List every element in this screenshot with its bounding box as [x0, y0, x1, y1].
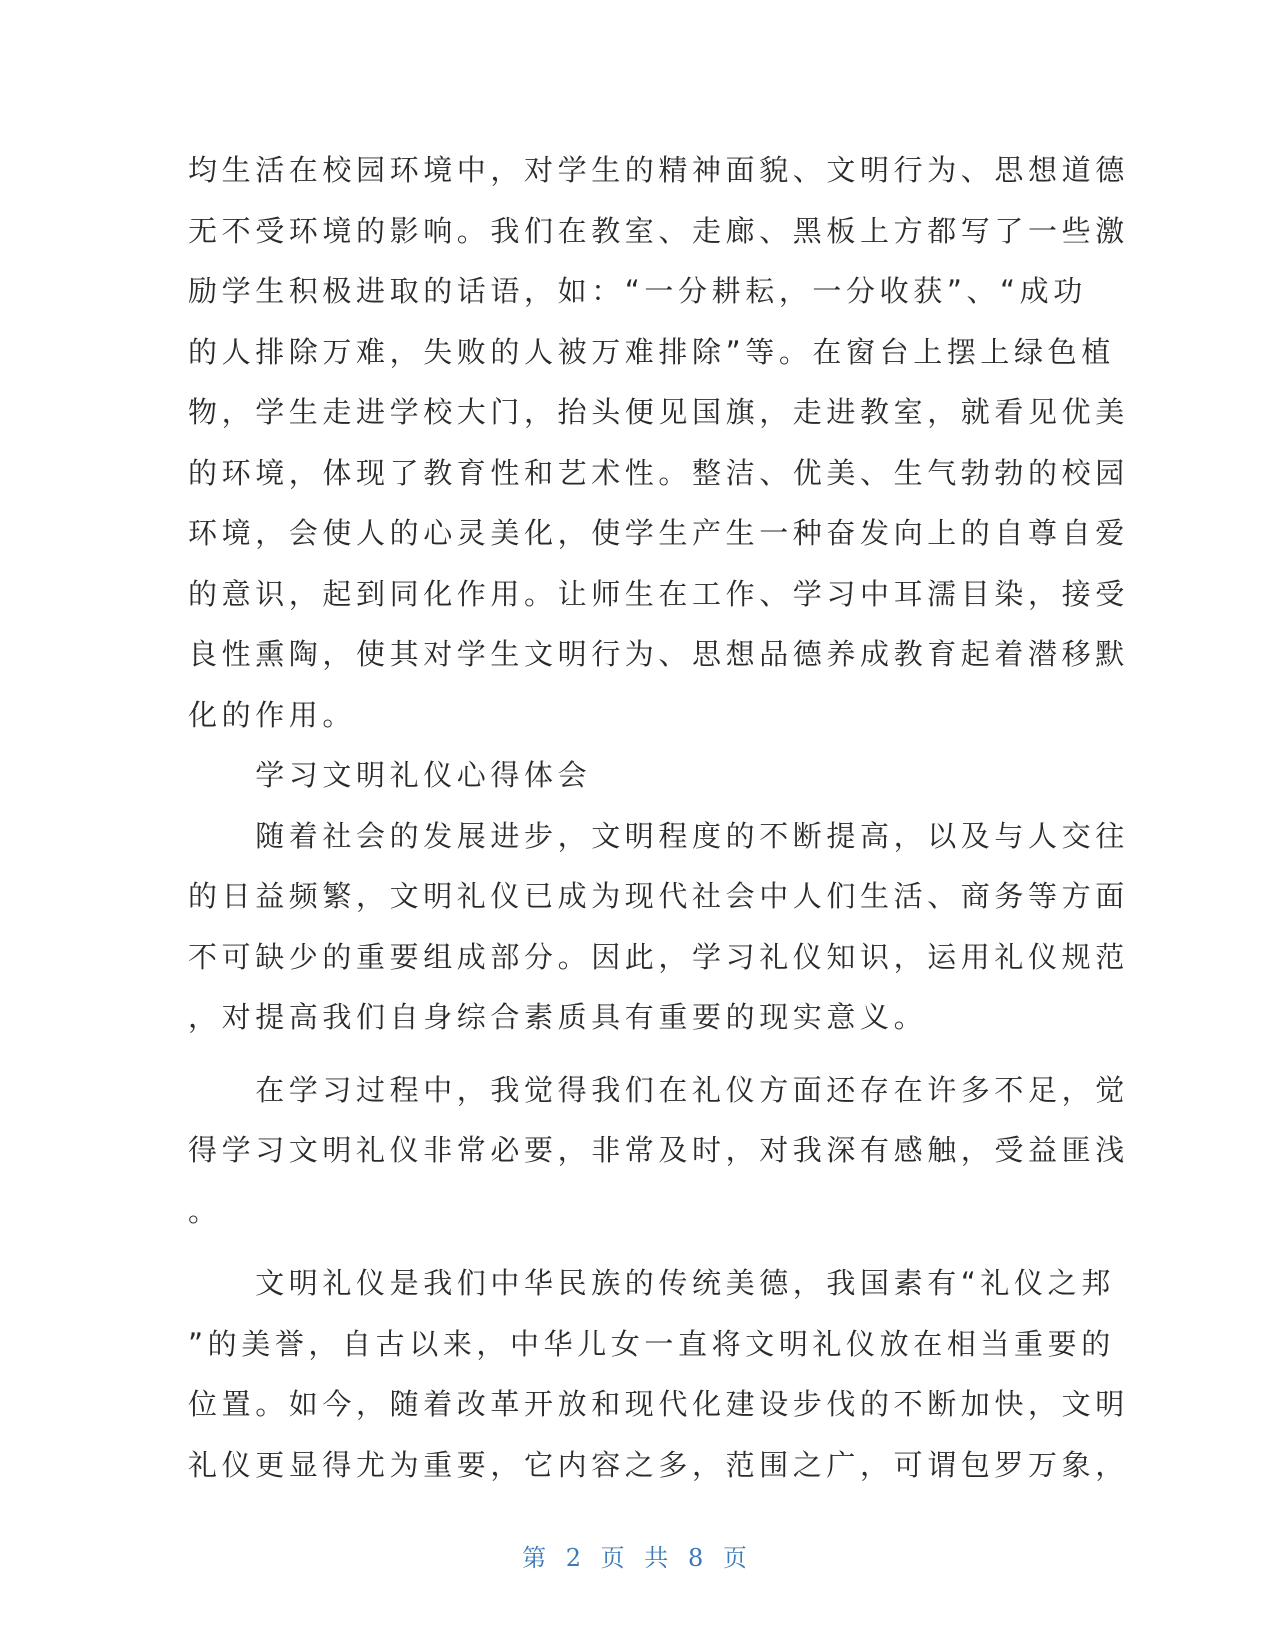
text-line: ”的美誉，自古以来，中华儿女一直将文明礼仪放在相当重要的	[188, 1326, 1115, 1361]
text-line: 励学生积极进取的话语，如：“一分耕耘，一分收获”、“成功	[188, 274, 1087, 308]
text-line: 的人排除万难，失败的人被万难排除”等。在窗台上摆上绿色植	[188, 334, 1115, 369]
page-number-footer: 第 2 页 共 8 页	[522, 1544, 753, 1572]
text-line: 无不受环境的影响。我们在教室、走廊、黑板上方都写了一些激	[188, 213, 1129, 248]
text-line: ，对提高我们自身综合素质具有重要的现实意义。	[188, 1000, 928, 1034]
text-line: 物，学生走进学校大门，抬头便见国旗，走进教室，就看见优美	[188, 395, 1129, 429]
body-text	[188, 140, 1129, 1495]
section-heading: 学习文明礼仪心得体会	[188, 758, 592, 792]
text-line: 的环境，体现了教育性和艺术性。整洁、优美、生气勃勃的校园	[188, 455, 1129, 490]
text-line: 的意识，起到同化作用。让师生在工作、学习中耳濡目染，接受	[188, 576, 1129, 611]
paragraph-gap	[188, 1241, 1058, 1253]
text-line: 随着社会的发展进步，文明程度的不断提高，以及与人交往	[188, 818, 1129, 853]
text-line: 化的作用。	[188, 697, 357, 732]
text-line: 均生活在校园环境中，对学生的精神面貌、文明行为、思想道德	[188, 153, 1129, 187]
text-line: 环境，会使人的心灵美化，使学生产生一种奋发向上的自尊自爱	[188, 516, 1129, 550]
paragraph-gap	[188, 1048, 1058, 1060]
text-line: 良性熏陶，使其对学生文明行为、思想品德养成教育起着潜移默	[188, 637, 1129, 671]
text-line: 礼仪更显得尤为重要，它内容之多，范围之广，可谓包罗万象，	[188, 1447, 1129, 1482]
text-line: 不可缺少的重要组成部分。因此，学习礼仪知识，运用礼仪规范	[188, 939, 1129, 974]
text-line: 得学习文明礼仪非常必要，非常及时，对我深有感触，受益匪浅	[188, 1133, 1129, 1167]
text-line: 在学习过程中，我觉得我们在礼仪方面还存在许多不足，觉	[188, 1072, 1129, 1107]
text-line: 的日益频繁，文明礼仪已成为现代社会中人们生活、商务等方面	[188, 879, 1129, 913]
text-line: 位置。如今，随着改革开放和现代化建设步伐的不断加快，文明	[188, 1387, 1129, 1421]
text-line: 。	[188, 1193, 222, 1228]
text-line: 文明礼仪是我们中华民族的传统美德，我国素有“礼仪之邦	[188, 1266, 1115, 1300]
